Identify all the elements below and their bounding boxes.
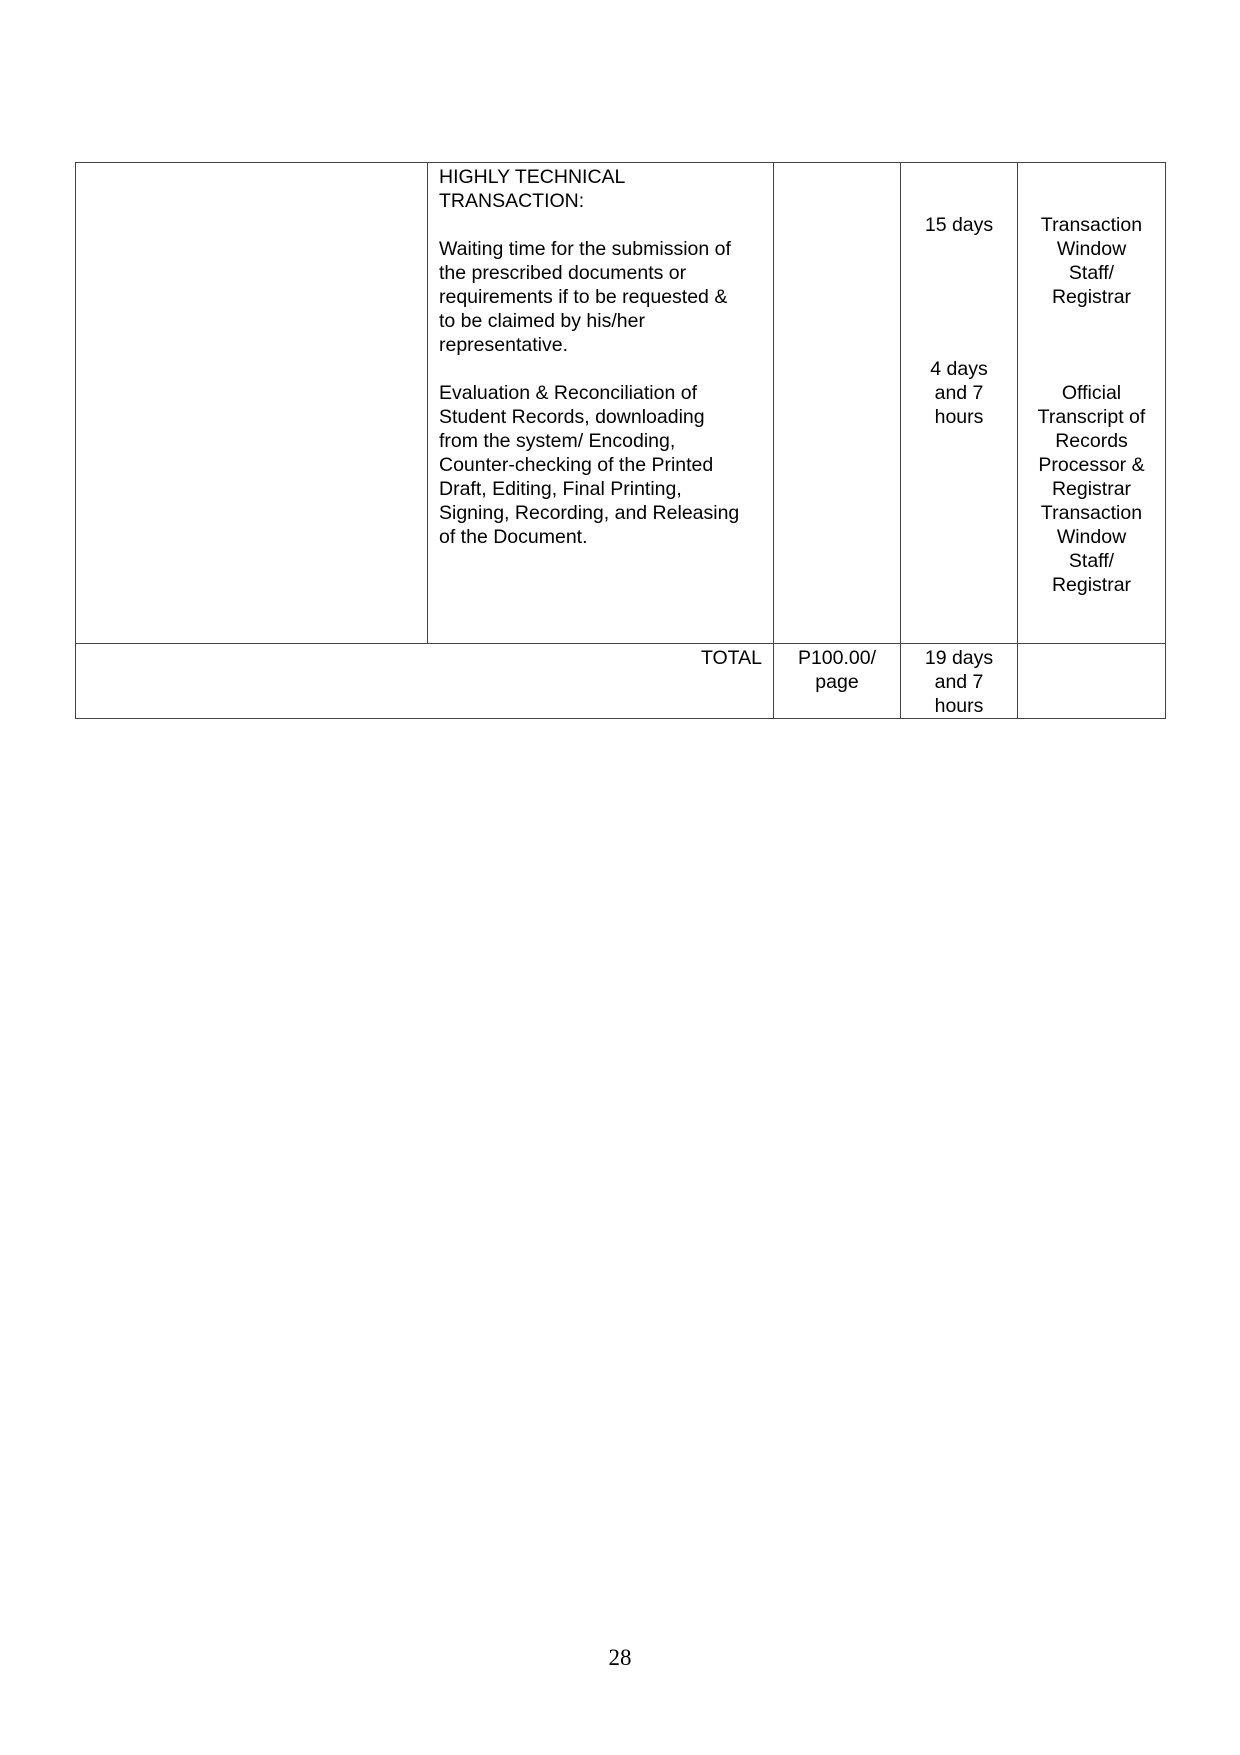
page-number: 28 xyxy=(608,1645,632,1670)
processing-time-cell xyxy=(901,163,1018,644)
total-row xyxy=(76,644,1166,719)
agency-actions-cell xyxy=(428,163,774,644)
processing-time-step2: 4 days and 7 hours xyxy=(930,358,988,428)
person-responsible-step1: Transaction Window Staff/ Registrar xyxy=(1040,214,1143,308)
total-fees: P100.00/ page xyxy=(774,644,901,719)
table-row xyxy=(76,163,1166,644)
processing-time-step1: 15 days xyxy=(924,214,994,236)
total-label: TOTAL xyxy=(76,644,774,719)
action-step-evaluation: Evaluation & Reconciliation of Student Records, downloading from the system/ Encoding, Counter-checking of the Printed Draft, Editing, Final Printing, Signing, Recording, and Releasing of the Document. xyxy=(439,382,740,548)
fees-cell xyxy=(774,163,901,644)
actions-heading: HIGHLY TECHNICAL TRANSACTION: xyxy=(439,166,626,212)
client-steps-cell xyxy=(76,163,428,644)
person-responsible-cell xyxy=(1018,163,1166,644)
service-steps-table xyxy=(75,162,1166,719)
person-responsible-step2: Official Transcript of Records Processor & Registrar Transaction Window Staff/ Registrar xyxy=(1037,382,1146,596)
total-person-responsible xyxy=(1018,644,1166,719)
total-processing-time: 19 days and 7 hours xyxy=(901,644,1018,719)
action-step-waiting: Waiting time for the submission of the prescribed documents or requirements if to be requested & to be claimed by his/her representative. xyxy=(439,238,731,356)
